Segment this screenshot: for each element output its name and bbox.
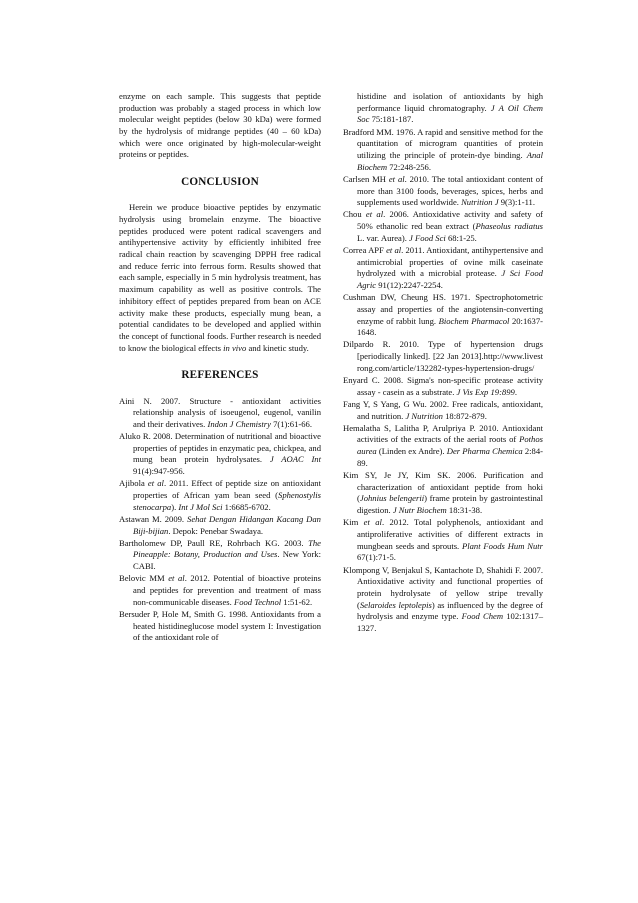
reference-italic: et al (168, 573, 185, 584)
reference-italic: et al (147, 478, 164, 489)
reference-text: 2:84-89. (357, 446, 544, 468)
conclusion-text-end: and kinetic study. (246, 342, 309, 353)
reference-text: ) frame protein by gastrointestinal digestion. (357, 493, 543, 516)
reference-italic: et al (363, 517, 382, 528)
reference-text: 91(4):947-956. (133, 466, 185, 477)
reference-text: 68:1-25. (445, 232, 477, 243)
reference-text: Aini N. 2007. Structure - antioxidant activities relationship analysis of isoeugenol, eugenol, vanilin and their derivatives. (119, 395, 321, 429)
reference-text: L. var. Aurea). (357, 232, 410, 243)
reference-text: Ajibola (119, 478, 148, 489)
reference-text: 18:31-38. (446, 505, 483, 516)
reference-text: histidine and isolation of antioxidants by high performance liquid chromatography. (357, 91, 543, 113)
reference-italic: J AOAC Int (269, 454, 321, 465)
reference-text: . 2012. Potential of bioactive proteins and peptides for prevention and treatment of mass non-communicable diseases. (133, 573, 322, 607)
reference-italic: The Pineapple: Botany, Production and Uses (133, 537, 321, 560)
reference-text: Belovic MM (119, 573, 169, 584)
reference-entry (119, 609, 321, 644)
reference-text: . 2006. Antioxidative activity and safety of 50% ethanolic red bean extract ( (357, 209, 543, 232)
conclusion-heading: CONCLUSION (181, 176, 259, 189)
reference-text: . 2012. Total polyphenols, antioxidant and antiproliferative activities of different extracts in mungbean seeds and sprouts. (357, 517, 543, 551)
reference-text: Bradford MM. 1976. A rapid and sensitive method for the quantitation of microgram quantities of protein utilizing the principle of protein-dye binding. (343, 126, 543, 160)
reference-text: ) as influenced by the degree of hydrolysis and enzyme type. (357, 599, 543, 622)
reference-italic: J Vis Exp 19:899 (456, 386, 515, 397)
reference-text: Bersuder P, Hole M, Smith G. 1998. Antioxidants from a heated histidineglucose model system I: Investigation of the antioxidant role of (119, 608, 321, 643)
reference-italic: Sphenostylis stenocarpa (133, 490, 321, 512)
reference-entry (119, 573, 321, 608)
reference-url: http://www.livestrong.com/article/132282-types-hypertension-drugs/ (357, 351, 543, 373)
reference-entry (343, 339, 543, 374)
reference-italic: Indon J Chemistry (207, 418, 271, 429)
references-list-right (343, 91, 543, 635)
reference-text: 75:181-187. (369, 114, 414, 125)
reference-italic: et al (388, 173, 405, 184)
conclusion-text: Herein we produce bioactive peptides by enzymatic hydrolysis using bromelain enzyme. The bioactive peptides produced were potent radical scavengers and antihypertensive activity by efficiently inhibited free radical chain reaction by scavenging DPPH free radical and reduce ferric into ferrous form. Results showed that each sample, especially in 5 min hydrolysis treatment, has maximum capability as well as positive controls. The inhibitory effect of peptides prepared from bean on ACE activity make these products, especially mung bean, a potential candidates to be developed and applied within the concept of functional foods. Further research is needed to know the biological effects (119, 202, 321, 353)
reference-text: Dilpardo R. 2010. Type of hypertension drugs [periodically linked]. (343, 339, 543, 362)
reference-italic: Anal Biochem (357, 149, 543, 172)
reference-entry (343, 292, 543, 339)
conclusion-italic: in vivo (223, 342, 247, 353)
reference-text: 1:6685-6702. (222, 501, 271, 512)
reference-text: 91(12):2247-2254. (376, 280, 443, 290)
reference-italic: Der Pharma Chemica (446, 446, 523, 457)
reference-italic: Pothos aurea (357, 434, 543, 457)
reference-italic: et al (365, 209, 384, 220)
reference-text: Hemalatha S, Lalitha P, Arulpriya P. 2010. Antioxidant activities of the extracts of the aerial roots of (343, 422, 543, 445)
conclusion-paragraph (119, 202, 321, 354)
reference-text: . New York: CABI. (133, 549, 321, 572)
reference-text: Fang Y, S Yang, G Wu. 2002. Free radicals, antioxidant, and nutrition. (343, 398, 543, 421)
reference-italic: Nutrition J (461, 197, 499, 208)
reference-text: ). (171, 501, 179, 512)
references-list-left (119, 396, 321, 644)
reference-italic: Int J Mol Sci (178, 501, 223, 512)
reference-entry (343, 399, 543, 422)
reference-text: Enyard C. 2008. Sigma's non-specific protease activity assay - casein as a substrate. (343, 375, 543, 397)
reference-text: 20:1637-1648. (357, 315, 543, 338)
reference-entry (119, 478, 321, 513)
reference-entry (343, 127, 543, 174)
reference-text: [22 Jan 2013]. (432, 351, 484, 362)
references-heading: REFERENCES (181, 369, 259, 382)
reference-italic: J Sci Food Agric (357, 268, 543, 290)
reference-entry (343, 209, 543, 244)
reference-text: Correa APF (343, 244, 387, 255)
reference-entry (119, 538, 321, 573)
reference-italic: Selaroides leptolepis (359, 599, 432, 610)
reference-italic: J Nutrition (405, 410, 443, 421)
reference-text: 7(1):61-66. (270, 418, 313, 429)
reference-text: Kim SY, Je JY, Kim SK. 2006. Purification and characterization of antioxidant peptide from hoki ( (343, 470, 543, 504)
reference-entry (343, 565, 543, 635)
reference-text: (Linden ex Andre). (376, 446, 447, 457)
reference-italic: Plant Foods Hum Nutr (462, 540, 543, 551)
reference-entry (343, 174, 543, 209)
reference-italic: Phaseolus radiatus (475, 221, 543, 232)
reference-text: . (514, 386, 517, 397)
reference-italic: Food Chem (461, 611, 504, 622)
reference-text: . 2011. Effect of peptide size on antioxidant properties of African yam bean seed ( (133, 478, 321, 501)
reference-text: 72:248-256. (387, 161, 431, 172)
reference-entry (343, 517, 543, 564)
reference-entry (119, 514, 321, 537)
reference-text: 102:1317–1327. (357, 611, 543, 633)
discussion-paragraph: enzyme on each sample. This suggests that peptide production was probably a staged process in which low molecular weight peptides (below 30 kDa) were formed by the hydrolysis of midrange peptides (40 – 60 kDa) which were once originated by high-molecular-weight proteins or peptides. (119, 91, 321, 160)
reference-text: Klompong V, Benjakul S, Kantachote D, Shahidi F. 2007. Antioxidative activity and functional properties of protein hydrolysate of yellow stripe trevally ( (343, 564, 543, 610)
reference-entry (119, 396, 321, 431)
reference-text: Carlsen MH (343, 173, 389, 184)
reference-text: Kim (343, 517, 364, 528)
reference-text: 67(1):71-5. (357, 552, 396, 563)
reference-text: Aluko R. 2008. Determination of nutritional and bioactive properties of peptides in enzymatic pea, chickpea, and mung bean protein hydrolysates. (119, 431, 321, 465)
reference-entry (343, 245, 543, 292)
reference-italic: Biochem Pharmacol (438, 315, 510, 326)
reference-text: 18:872-879. (442, 410, 487, 421)
reference-text: Cushman DW, Cheung HS. 1971. Spectrophotometric assay and properties of the angiotensin-converting enzyme of rabbit lung. (343, 292, 543, 326)
reference-italic: J Food Sci (409, 232, 446, 243)
reference-text: Astawan M. 2009. (119, 513, 188, 524)
reference-text: Chou (343, 209, 366, 220)
reference-entry (343, 470, 543, 517)
reference-italic: Food Technol (233, 596, 282, 607)
reference-text: 9(3):1-11. (498, 197, 535, 208)
reference-entry (343, 91, 543, 126)
reference-entry (119, 431, 321, 478)
reference-text: 1:51-62. (281, 596, 313, 607)
right-column (343, 91, 543, 635)
reference-text: . Depok: Penebar Swadaya. (168, 525, 264, 536)
reference-text: Bartholomew DP, Paull RE, Rohrbach KG. 2003. (119, 537, 309, 548)
reference-italic: et al (386, 244, 402, 255)
left-column (119, 91, 321, 644)
reference-italic: J A Oil Chem Soc (357, 102, 543, 125)
reference-italic: Johnius belengerii (359, 493, 425, 504)
reference-italic: Sehat Dengan Hidangan Kacang Dan Biji-bijian (133, 513, 321, 536)
reference-text: . 2011. Antioxidant, antihypertensive and antimicrobial properties of ovine milk caseinate hydrolyzed with a microbial protease. (357, 244, 543, 279)
reference-entry (343, 375, 543, 398)
reference-entry (343, 423, 543, 470)
reference-italic: J Nutr Biochem (392, 505, 447, 516)
reference-text: . 2010. The total antioxidant content of more than 3100 foods, beverages, spices, herbs and supplements used worldwide. (357, 173, 543, 208)
